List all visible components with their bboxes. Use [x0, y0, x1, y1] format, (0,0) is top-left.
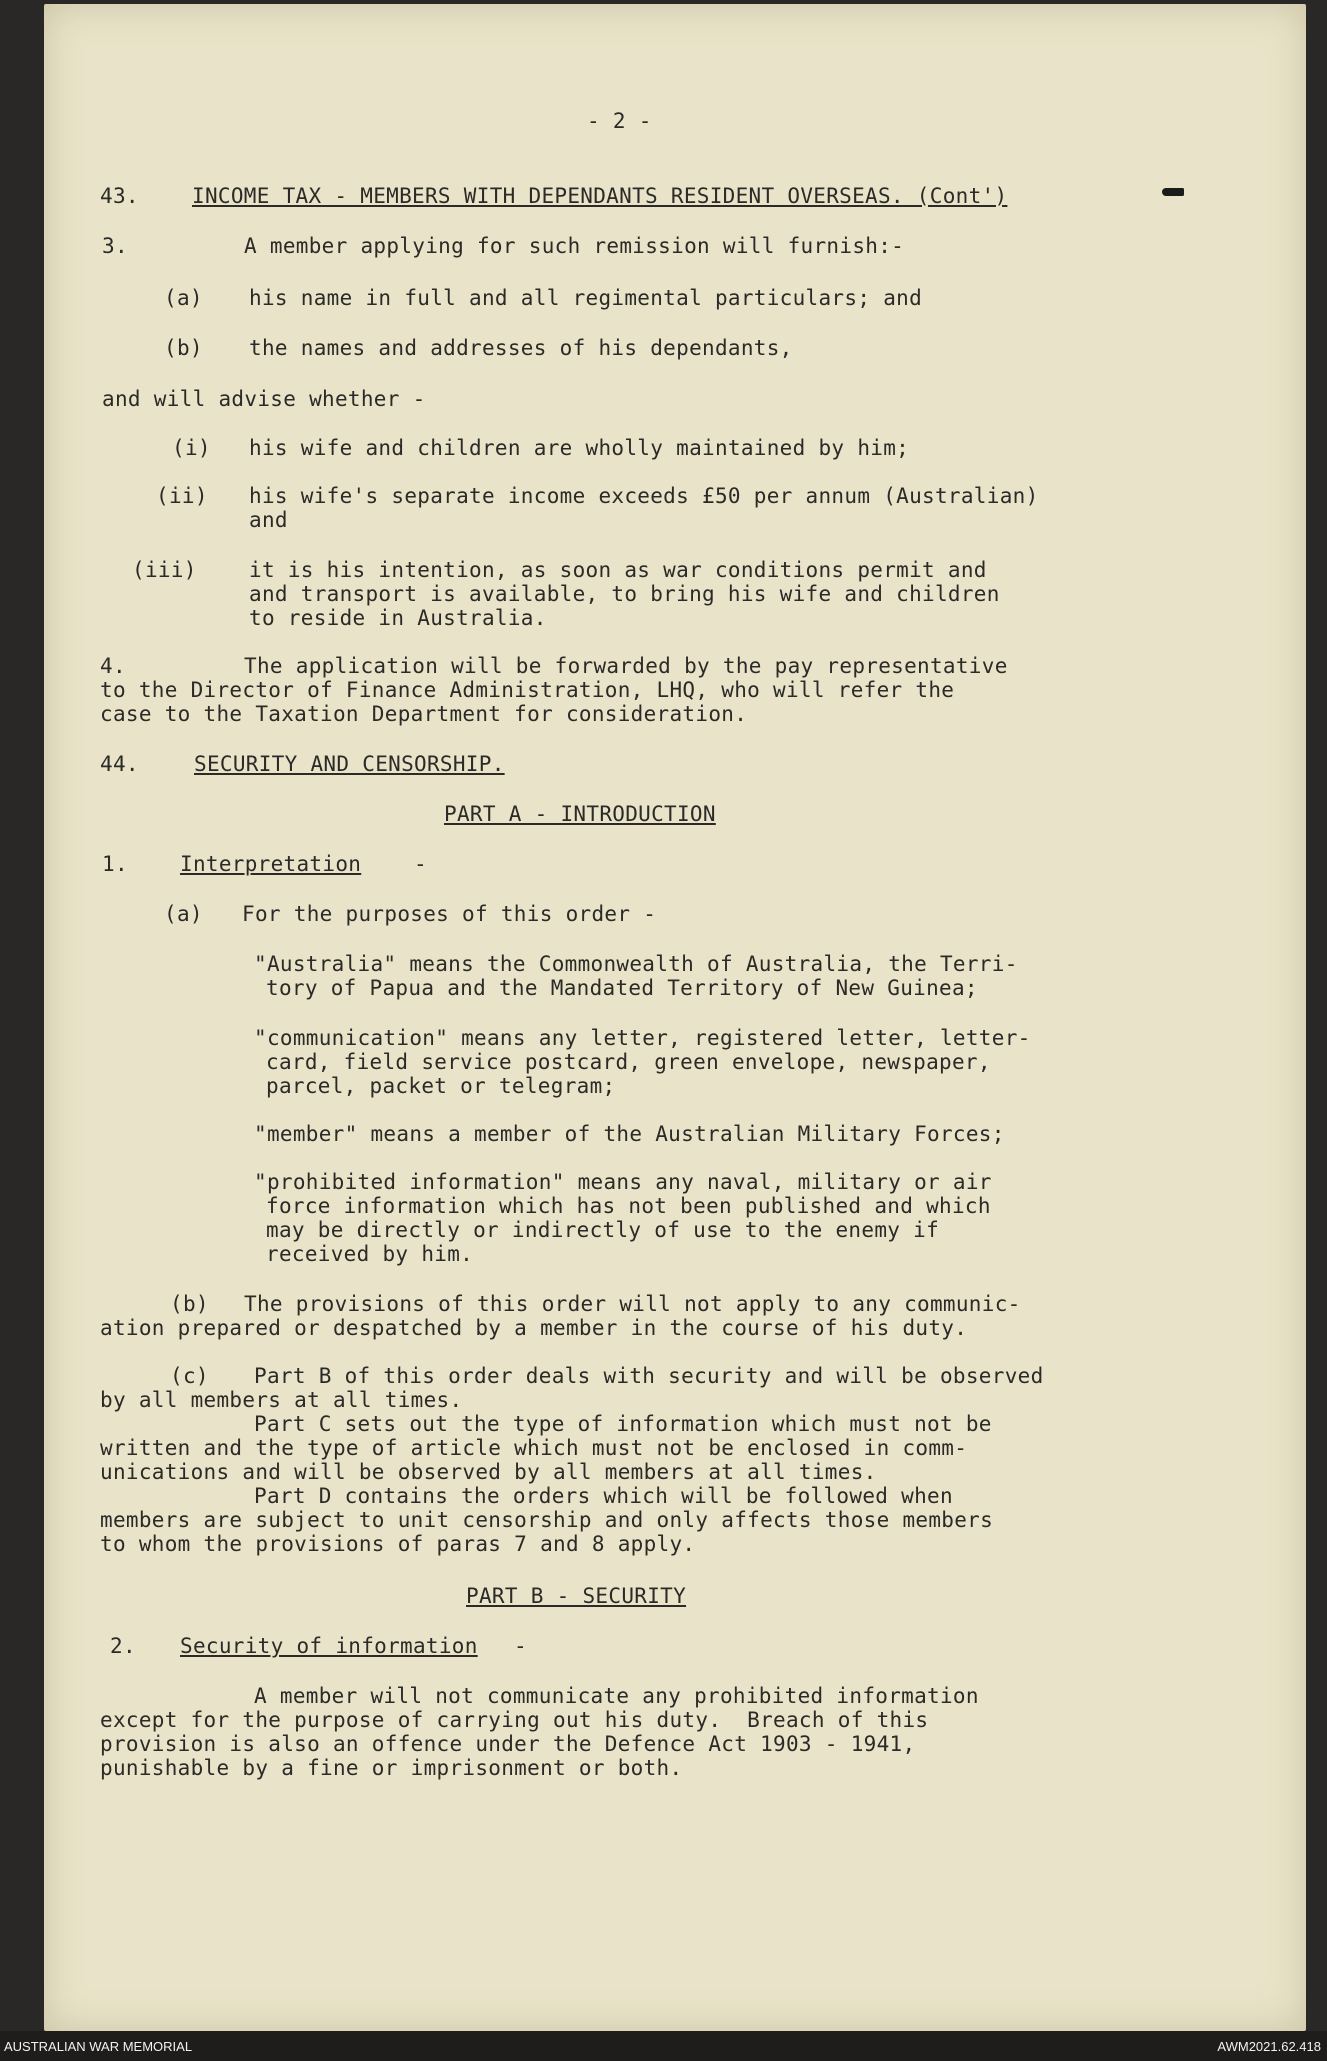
para-1-dash: -: [414, 852, 427, 876]
sub-c-line-5: unications and will be observed by all members at all times.: [100, 1460, 877, 1484]
footer-institution: AUSTRALIAN WAR MEMORIAL: [4, 2039, 193, 2054]
sub-b-text: the names and addresses of his dependants,: [249, 336, 793, 360]
para-2-number: 2.: [110, 1634, 136, 1658]
sub-a-label: (a): [164, 286, 203, 310]
def-member: "member" means a member of the Australian Military Forces;: [254, 1122, 1005, 1146]
document-page: [44, 4, 1306, 2031]
sub-b-label-44: (b): [170, 1292, 209, 1316]
para-2-line-1: A member will not communicate any prohibited information: [254, 1684, 979, 1708]
def-australia-1: "Australia" means the Commonwealth of Australia, the Terri-: [254, 952, 1018, 976]
def-communication-2: card, field service postcard, green envelope, newspaper,: [266, 1050, 991, 1074]
sub-ii-text-1: his wife's separate income exceeds £50 per annum (Australian): [249, 484, 1039, 508]
sub-a-text: his name in full and all regimental particulars; and: [249, 286, 923, 310]
para-4-number: 4.: [100, 654, 126, 678]
part-a-heading: PART A - INTRODUCTION: [444, 802, 716, 826]
sub-c-line-8: to whom the provisions of paras 7 and 8 apply.: [100, 1532, 696, 1556]
sub-c-line-2: by all members at all times.: [100, 1388, 463, 1412]
sub-b-label: (b): [164, 336, 203, 360]
para-4-line-3: case to the Taxation Department for consideration.: [100, 702, 748, 726]
def-prohibited-3: may be directly or indirectly of use to the enemy if: [266, 1218, 940, 1242]
para-4-line-1: The application will be forwarded by the pay representative: [244, 654, 1008, 678]
sub-iii-text-1: it is his intention, as soon as war conditions permit and: [249, 558, 987, 582]
para-1-number: 1.: [102, 852, 128, 876]
sub-a-label-44: (a): [164, 902, 203, 926]
sub-b-line-2: ation prepared or despatched by a member in the course of his duty.: [100, 1316, 968, 1340]
para-1-heading: Interpretation: [180, 852, 362, 876]
item-43-number: 43.: [100, 184, 139, 208]
sub-b-line-1: The provisions of this order will not apply to any communic-: [244, 1292, 1021, 1316]
sub-c-line-3: Part C sets out the type of information which must not be: [254, 1412, 992, 1436]
para-3-text: A member applying for such remission will furnish:-: [244, 234, 905, 258]
pen-mark: [1162, 188, 1184, 196]
sub-i-text: his wife and children are wholly maintained by him;: [249, 436, 910, 460]
sub-c-line-1: Part B of this order deals with security and will be observed: [254, 1364, 1044, 1388]
para-4-line-2: to the Director of Finance Administration, LHQ, who will refer the: [100, 678, 955, 702]
item-44-number: 44.: [100, 752, 139, 776]
footer-item-id: AWM2021.62.418: [1217, 2039, 1321, 2054]
para-2-line-3: provision is also an offence under the Defence Act 1903 - 1941,: [100, 1732, 916, 1756]
sub-a-text-44: For the purposes of this order -: [242, 902, 657, 926]
sub-iii-text-2: and transport is available, to bring his wife and children: [249, 582, 1000, 606]
def-prohibited-1: "prohibited information" means any naval, military or air: [254, 1170, 992, 1194]
item-43-heading: INCOME TAX - MEMBERS WITH DEPENDANTS RESIDENT OVERSEAS. (Cont'): [192, 184, 1008, 208]
sub-c-label: (c): [170, 1364, 209, 1388]
sub-iii-text-3: to reside in Australia.: [249, 606, 547, 630]
para-2-line-2: except for the purpose of carrying out his duty. Breach of this: [100, 1708, 929, 1732]
def-prohibited-4: received by him.: [266, 1242, 474, 1266]
sub-ii-label: (ii): [156, 484, 208, 508]
def-communication-3: parcel, packet or telegram;: [266, 1074, 616, 1098]
item-44-heading: SECURITY AND CENSORSHIP.: [194, 752, 505, 776]
advise-line: and will advise whether -: [102, 387, 426, 411]
sub-ii-text-2: and: [249, 508, 288, 532]
def-prohibited-2: force information which has not been published and which: [266, 1194, 991, 1218]
para-2-heading: Security of information: [180, 1634, 478, 1658]
sub-c-line-7: members are subject to unit censorship and only affects those members: [100, 1508, 994, 1532]
sub-iii-label: (iii): [132, 558, 197, 582]
para-2-dash: -: [514, 1634, 527, 1658]
sub-i-label: (i): [172, 436, 211, 460]
def-australia-2: tory of Papua and the Mandated Territory of New Guinea;: [266, 976, 978, 1000]
sub-c-line-6: Part D contains the orders which will be followed when: [254, 1484, 953, 1508]
part-b-heading: PART B - SECURITY: [466, 1584, 687, 1608]
page-number: - 2 -: [587, 109, 652, 133]
footer-bar: [0, 2031, 1327, 2061]
def-communication-1: "communication" means any letter, registered letter, letter-: [254, 1026, 1031, 1050]
sub-c-line-4: written and the type of article which must not be enclosed in comm-: [100, 1436, 968, 1460]
para-2-line-4: punishable by a fine or imprisonment or both.: [100, 1756, 683, 1780]
para-3-number: 3.: [102, 234, 128, 258]
